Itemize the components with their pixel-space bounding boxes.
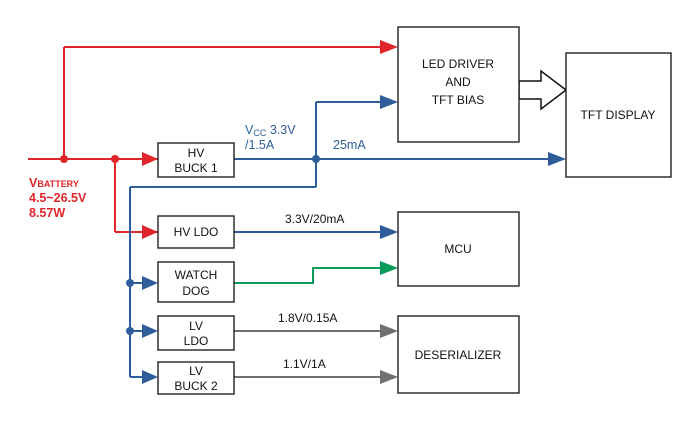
vcc-label: VCC 3.3V [245,123,296,138]
watchdog-label-line1: WATCH [174,268,218,282]
vcc-junction-3 [126,327,134,335]
arrow-to-deserializer-2 [380,370,398,384]
lv-buck2-label-line1: LV [189,364,203,378]
arrow-to-hv-buck1 [142,152,158,166]
arrow-to-led-driver-battery [380,40,398,54]
low-voltage-wiring [234,324,398,384]
arrow-to-deserializer-1 [380,324,398,338]
lv-buck2-rail-label: 1.1V/1A [283,357,326,371]
arrow-to-mcu-power [380,225,398,239]
lv-buck2-block [158,362,234,394]
led-driver-block [398,27,519,142]
arrow-to-led-driver-vcc [380,95,398,109]
vcc-current-label: /1.5A [245,138,275,152]
arrow-to-lv-buck2 [142,370,158,384]
watchdog-block [158,262,234,302]
led-driver-label-line2: AND [445,75,471,89]
arrow-to-tft-display [548,152,566,166]
led-driver-label-line1: LED DRIVER [421,57,495,71]
hv-buck1-label-line1: HV [187,146,205,160]
arrow-to-lv-ldo [142,324,158,338]
vcc-junction-2 [126,279,134,287]
deserializer-block [398,316,519,393]
mcu-label: MCU [444,242,472,256]
tft-display-block [566,53,671,177]
battery-junction-2 [111,155,119,163]
vcc-junction-1 [312,155,320,163]
hv-buck1-block [158,143,234,177]
led-driver-label-line3: TFT BIAS [431,93,485,107]
lv-ldo-label-line1: LV [189,319,203,333]
tft-current-label: 25mA [333,138,366,152]
hollow-arrow-to-tft-display [519,71,566,109]
deserializer-label: DESERIALIZER [414,348,502,362]
watchdog-wiring [234,261,398,283]
lv-ldo-block [158,316,234,350]
mcu-block [398,212,519,286]
hv-ldo-label: HV LDO [173,225,219,239]
battery-power: 8.57W [29,206,66,220]
hv-ldo-block [158,216,234,248]
lv-buck2-label-line2: BUCK 2 [174,379,218,393]
battery-name: VBATTERY [29,176,79,190]
arrow-to-mcu-watchdog [380,261,398,275]
arrow-to-hv-ldo [142,225,158,239]
tft-display-label: TFT DISPLAY [580,108,656,122]
hv-buck1-label-line2: BUCK 1 [174,161,218,175]
mcu-rail-label: 3.3V/20mA [285,212,345,226]
watchdog-label-line2: DOG [182,284,210,298]
battery-junction-1 [60,155,68,163]
lv-ldo-rail-label: 1.8V/0.15A [278,311,338,325]
battery-range: 4.5~26.5V [29,191,87,205]
arrow-to-watchdog [142,276,158,290]
lv-ldo-label-line2: LDO [183,334,209,348]
